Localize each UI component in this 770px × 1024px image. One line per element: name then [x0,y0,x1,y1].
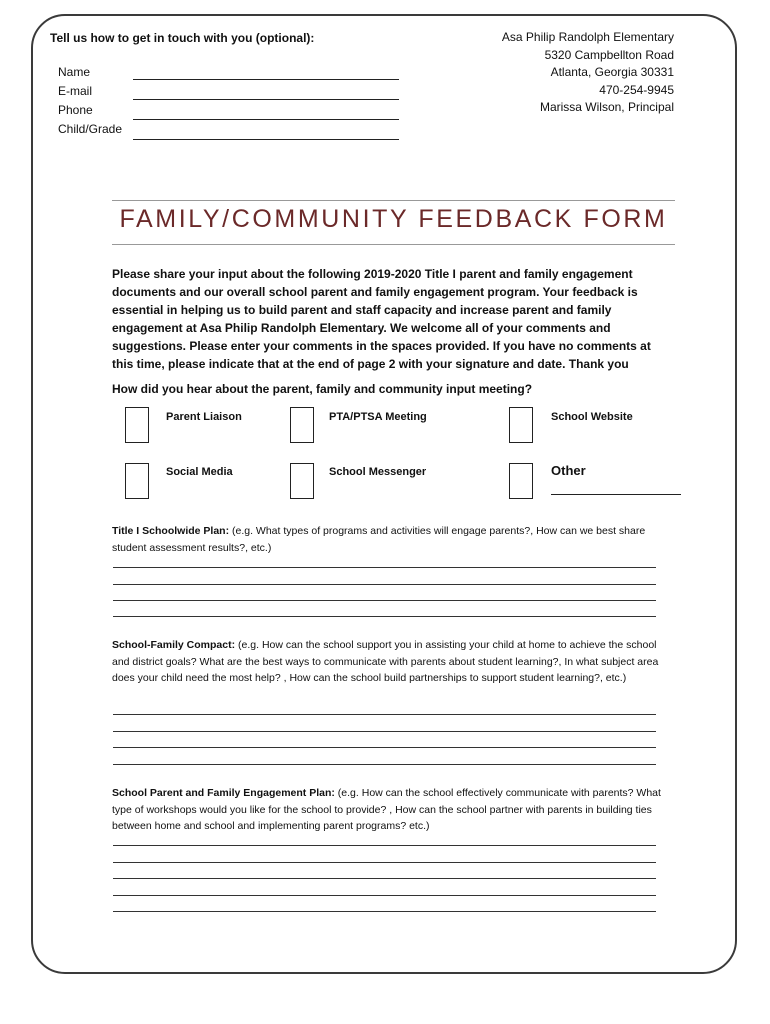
child-grade-label: Child/Grade [58,122,123,136]
engagement-plan-answer-line[interactable] [113,845,656,846]
title-one-answer-line[interactable] [113,584,656,585]
pta-ptsa-checkbox[interactable] [290,407,314,443]
compact-body: (e.g. How can the school support you in assisting your child at home to achieve the school and district goals? What are the best ways to communicate with parents about student learning?, In what subject area does your child need the most help? , How can the school build partnerships to support student learning?, etc.) [112,639,659,684]
engagement-plan-answer-line[interactable] [113,862,656,863]
source-question: How did you hear about the parent, family and community input meeting? [112,382,533,396]
compact-answer-line[interactable] [113,731,656,732]
other-label: Other [551,463,586,478]
engagement-plan-heading: School Parent and Family Engagement Plan: [112,787,335,799]
child-grade-field[interactable] [133,139,399,140]
compact-answer-line[interactable] [113,747,656,748]
title-rule-top [112,200,675,201]
name-field[interactable] [133,79,399,80]
title-rule-bottom [112,244,675,245]
school-address [502,29,674,117]
intro-paragraph: Please share your input about the following 2019-2020 Title I parent and family engagement documents and our overall school parent and family engagement program. Your feedback is essential in helping us to build parent and staff capacity and increase parent and family engagement at Asa Philip Randolph Elementary. We welcome all of your comments and suggestions. Please enter your comments in the spaces provided. If you have no comments at this time, please indicate that at the end of page 2 with your signature and date. Thank you [112,267,651,371]
engagement-plan-answer-line[interactable] [113,878,656,879]
compact-heading: School-Family Compact: [112,639,236,651]
contact-heading: Tell us how to get in touch with you (optional): [50,31,315,45]
school-city: Atlanta, Georgia 30331 [550,65,674,79]
email-label: E-mail [58,84,93,98]
parent-liaison-label: Parent Liaison [166,411,242,423]
title-one-prompt [112,523,672,556]
engagement-plan-answer-line[interactable] [113,895,656,896]
social-media-checkbox[interactable] [125,463,149,499]
other-checkbox[interactable] [509,463,533,499]
title-one-heading: Title I Schoolwide Plan: [112,525,230,537]
school-phone: 470-254-9945 [599,82,674,97]
school-name: Asa Philip Randolph Elementary [501,30,674,44]
title-one-answer-line[interactable] [113,567,656,568]
compact-prompt [112,637,672,687]
engagement-plan-prompt [112,785,672,835]
compact-answer-line[interactable] [113,714,656,715]
pta-ptsa-label: PTA/PTSA Meeting [329,411,427,423]
engagement-plan-answer-line[interactable] [113,911,656,912]
school-messenger-label: School Messenger [329,466,427,478]
social-media-label: Social Media [166,466,233,478]
compact-answer-line[interactable] [113,764,656,765]
school-messenger-checkbox[interactable] [290,463,314,499]
phone-label: Phone [58,103,93,117]
parent-liaison-checkbox[interactable] [125,407,149,443]
name-label: Name [58,65,91,79]
school-website-label: School Website [551,411,633,423]
school-website-checkbox[interactable] [509,407,533,443]
title-one-body: (e.g. What types of programs and activities will engage parents?, How can we best share student assessment results?, etc.) [112,525,646,554]
title-one-answer-line[interactable] [113,616,656,617]
engagement-plan-body: (e.g. How can the school effectively communicate with parents? What type of workshops would you like for the school to provide? , How can the school partner with parents in building ties between home and school and implementing parent programs? etc.) [112,787,661,832]
form-title: FAMILY/COMMUNITY FEEDBACK FORM [119,205,668,233]
phone-field[interactable] [133,119,399,120]
title-one-answer-line[interactable] [113,600,656,601]
email-field[interactable] [133,99,399,100]
school-street: 5320 Campbellton Road [544,47,674,62]
other-field[interactable] [551,494,681,495]
school-principal: Marissa Wilson, Principal [539,100,674,114]
